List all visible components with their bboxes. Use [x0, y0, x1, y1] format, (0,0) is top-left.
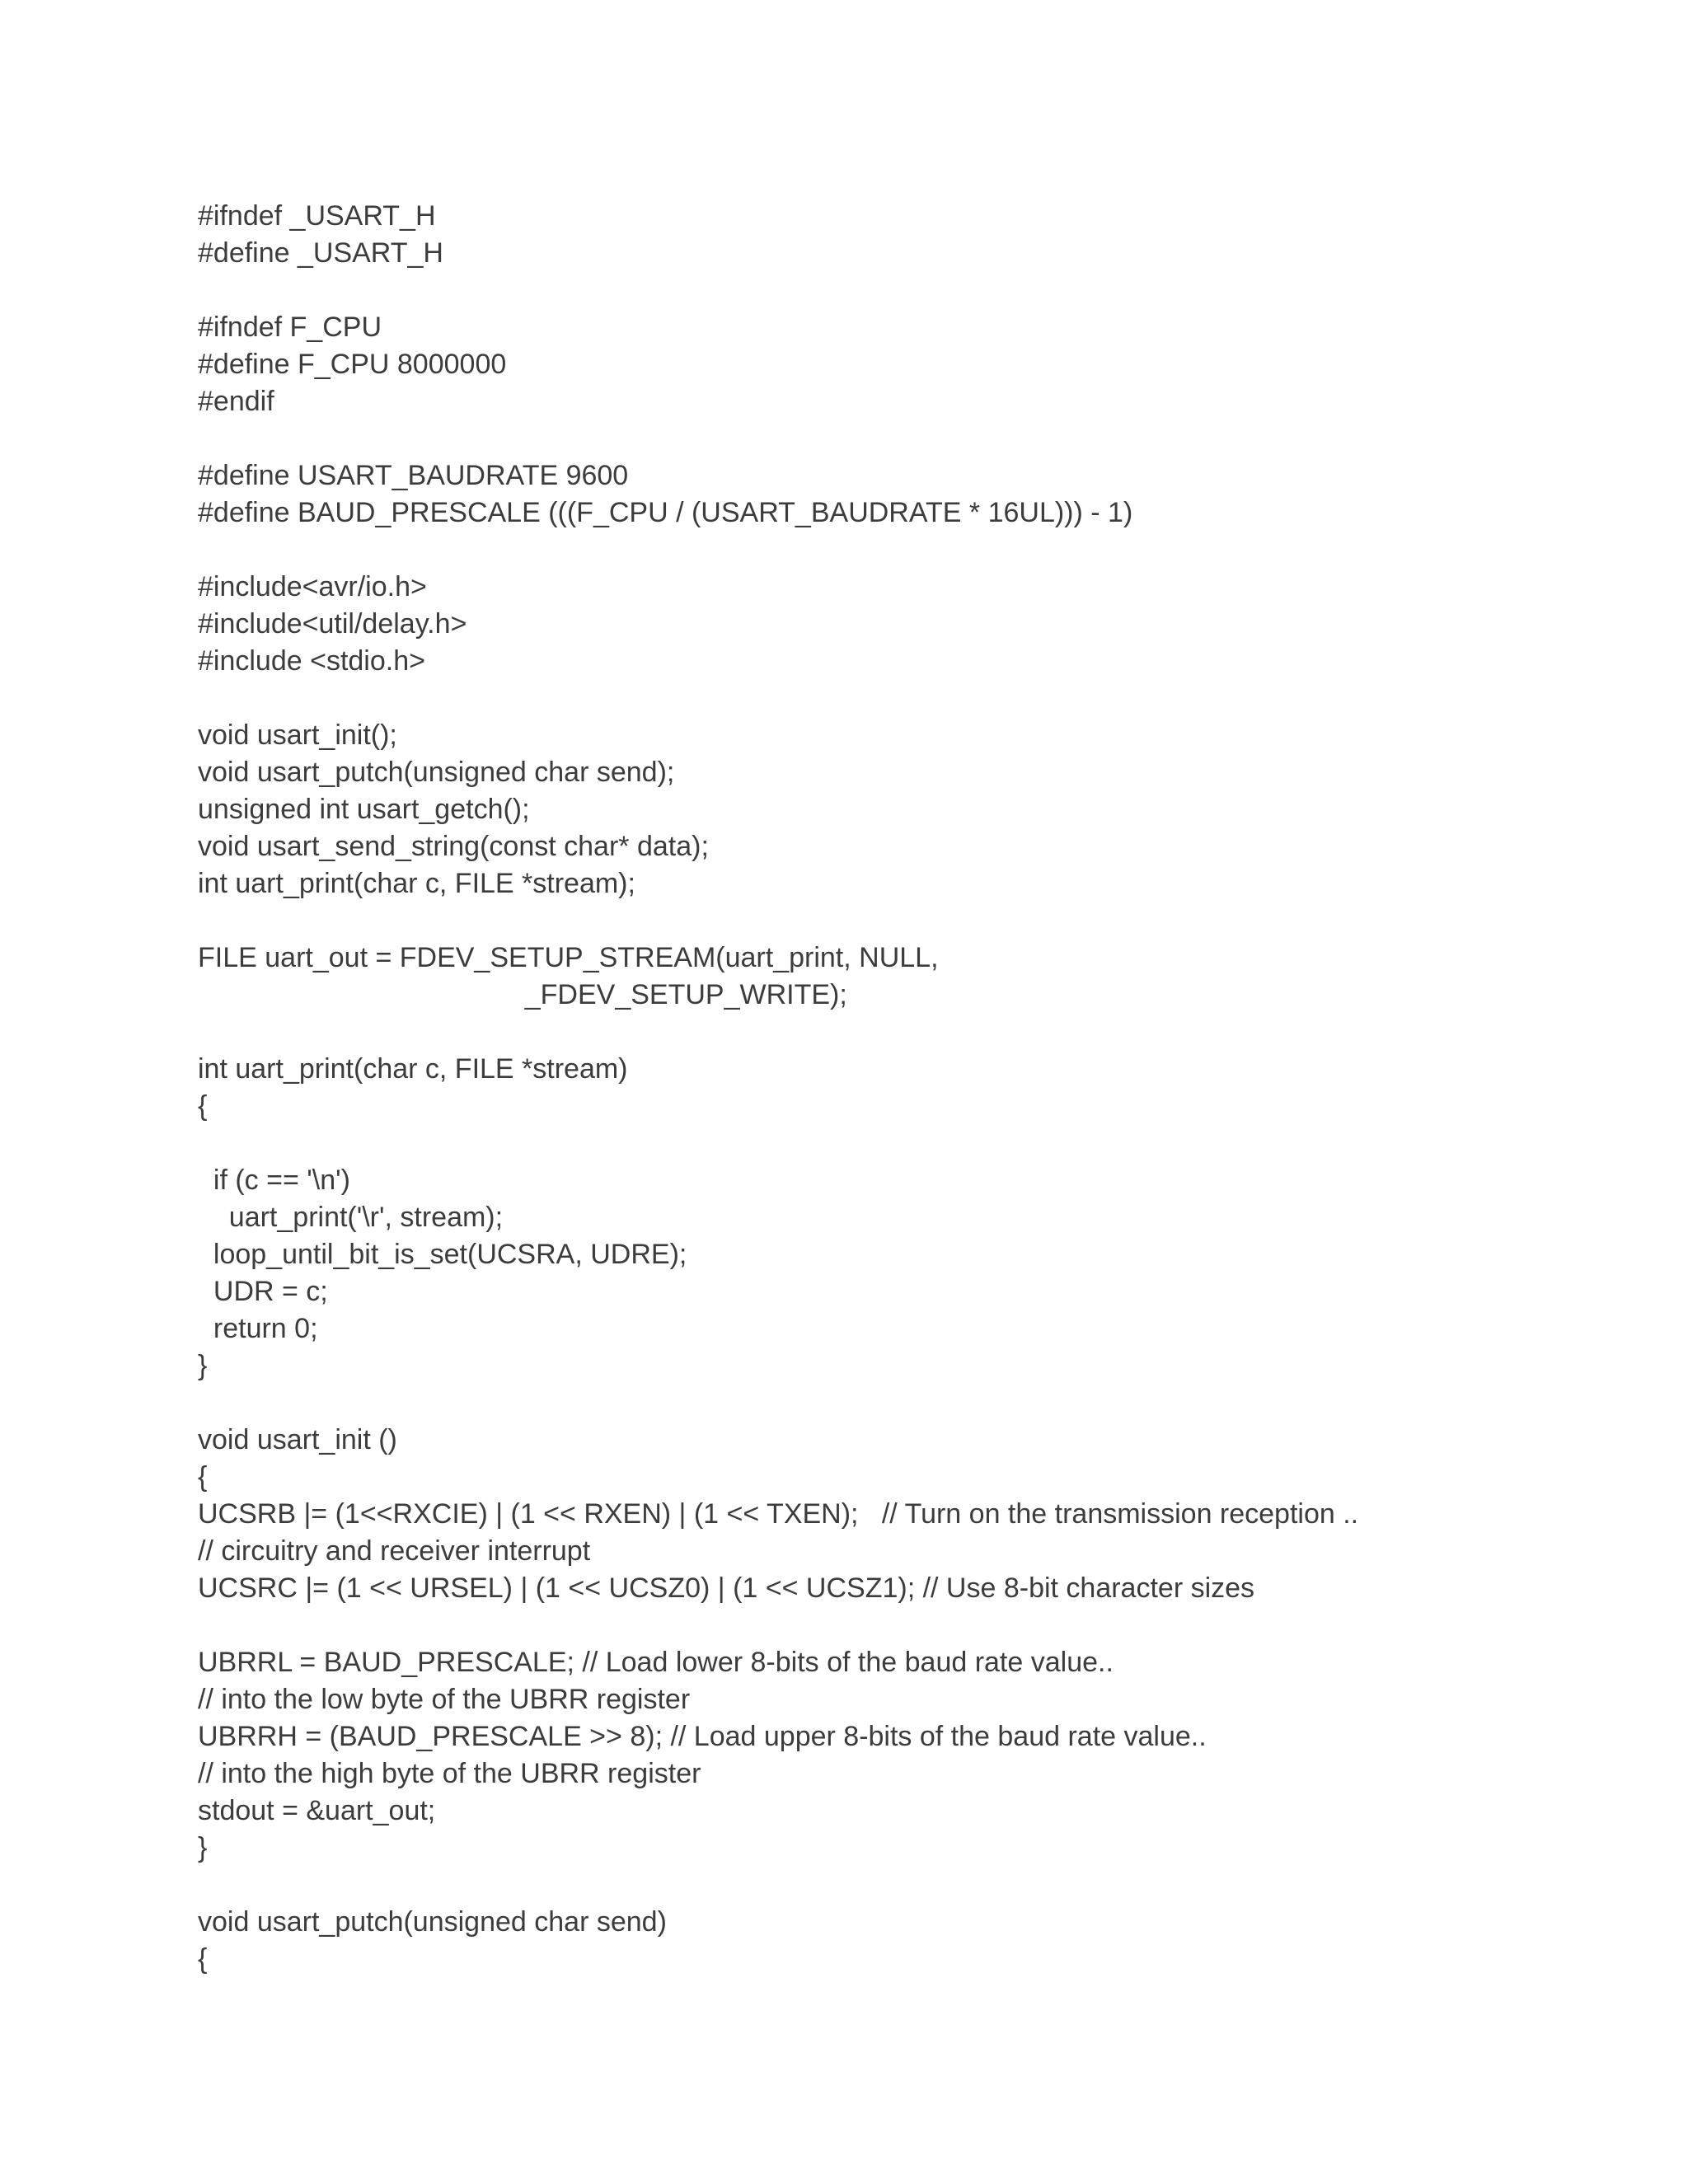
- code-line: void usart_putch(unsigned char send);: [198, 757, 675, 788]
- code-line: [198, 1867, 1582, 1904]
- code-line: FILE uart_out = FDEV_SETUP_STREAM(uart_print, NULL,: [198, 942, 939, 973]
- code-line: UDR = c;: [198, 1276, 328, 1307]
- code-line: uart_print('\r', stream);: [198, 1202, 504, 1233]
- code-line: {: [198, 1090, 208, 1122]
- code-line: [198, 532, 1582, 569]
- code-line: int uart_print(char c, FILE *stream);: [198, 868, 635, 899]
- code-line: [198, 1014, 1582, 1051]
- code-line: {: [198, 1461, 208, 1493]
- code-line: UCSRB |= (1<<RXCIE) | (1 << RXEN) | (1 << TXEN); // Turn on the transmission reception ..: [198, 1498, 1359, 1530]
- code-line: void usart_init (): [198, 1424, 397, 1455]
- code-line: stdout = &uart_out;: [198, 1795, 436, 1826]
- code-line: [198, 1125, 1582, 1162]
- code-line: UBRRH = (BAUD_PRESCALE >> 8); // Load upper 8-bits of the baud rate value..: [198, 1721, 1207, 1752]
- code-line: void usart_init();: [198, 719, 397, 751]
- code-line: unsigned int usart_getch();: [198, 794, 530, 825]
- code-line: #define _USART_H: [198, 237, 443, 269]
- code-line: // into the high byte of the UBRR register: [198, 1758, 701, 1789]
- code-line: [198, 1385, 1582, 1422]
- code-line: [198, 1607, 1582, 1644]
- code-line: #include<util/delay.h>: [198, 608, 467, 640]
- code-line: [198, 902, 1582, 940]
- code-line: if (c == '\n'): [198, 1165, 350, 1196]
- code-line: [198, 272, 1582, 309]
- code-line: #ifndef _USART_H: [198, 200, 436, 232]
- code-line: loop_until_bit_is_set(UCSRA, UDRE);: [198, 1239, 687, 1270]
- code-line: #define BAUD_PRESCALE (((F_CPU / (USART_BAUDRATE * 16UL))) - 1): [198, 497, 1133, 528]
- code-line: #define F_CPU 8000000: [198, 349, 507, 380]
- code-line: #endif: [198, 386, 274, 417]
- code-line: UBRRL = BAUD_PRESCALE; // Load lower 8-bits of the baud rate value..: [198, 1647, 1114, 1678]
- code-line: {: [198, 1943, 208, 1975]
- code-line: UCSRC |= (1 << URSEL) | (1 << UCSZ0) | (1 << UCSZ1); // Use 8-bit character sizes: [198, 1572, 1255, 1604]
- code-line: void usart_send_string(const char* data);: [198, 831, 709, 862]
- code-line: // into the low byte of the UBRR register: [198, 1684, 691, 1715]
- code-line: }: [198, 1832, 208, 1863]
- code-line: return 0;: [198, 1313, 318, 1344]
- code-line: _FDEV_SETUP_WRITE);: [198, 979, 847, 1010]
- code-line: }: [198, 1350, 208, 1381]
- code-line: [198, 420, 1582, 457]
- code-line: #include <stdio.h>: [198, 645, 425, 677]
- code-block: [198, 198, 1582, 1978]
- code-line: [198, 680, 1582, 717]
- code-line: #include<avr/io.h>: [198, 571, 427, 602]
- code-line: void usart_putch(unsigned char send): [198, 1906, 667, 1938]
- code-line: #define USART_BAUDRATE 9600: [198, 460, 629, 491]
- code-line: #ifndef F_CPU: [198, 312, 382, 343]
- code-line: // circuitry and receiver interrupt: [198, 1535, 591, 1567]
- code-line: int uart_print(char c, FILE *stream): [198, 1053, 628, 1085]
